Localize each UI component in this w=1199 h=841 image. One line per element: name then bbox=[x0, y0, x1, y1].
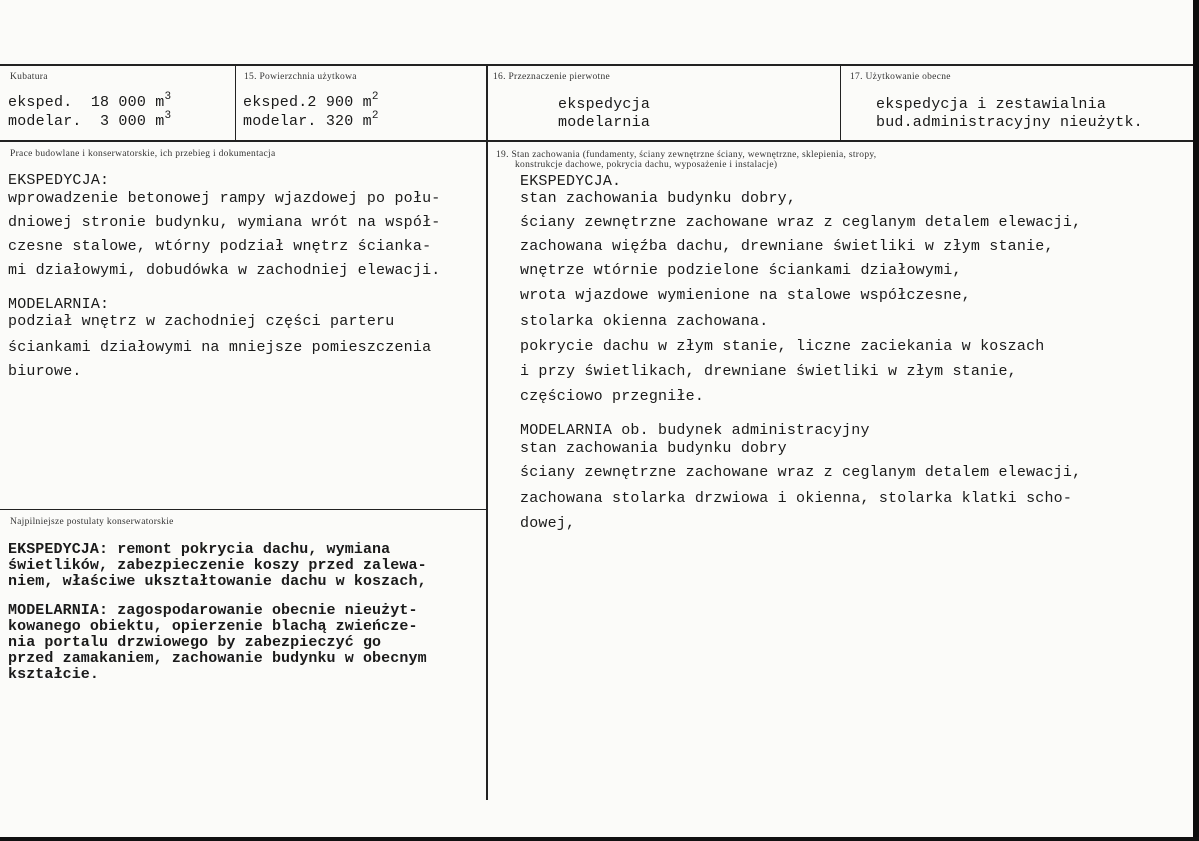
stan-line-14: dowej, bbox=[520, 515, 576, 532]
powierzchnia-line-1 bbox=[243, 91, 379, 111]
powierzchnia-value-2: modelar. 320 m bbox=[243, 113, 372, 130]
postulaty-line-3: MODELARNIA: zagospodarowanie obecnie nieużyt- bbox=[8, 602, 418, 619]
prace-line-8: biurowe. bbox=[8, 363, 82, 380]
przeznaczenie-label: 16. Przeznaczenie pierwotne bbox=[493, 72, 611, 82]
prace-line-6: podział wnętrz w zachodniej części parteru bbox=[8, 313, 395, 330]
przeznaczenie-line-1: ekspedycja bbox=[558, 96, 651, 113]
kubatura-line-1 bbox=[8, 91, 172, 111]
prace-label: Prace budowlane i konserwatorskie, ich przebieg i dokumentacja bbox=[10, 149, 276, 159]
stan-label-line-1: 19. Stan zachowania (fundamenty, ściany zewnętrzne ściany, wewnętrzne, sklepienia, stropy, bbox=[496, 150, 877, 160]
postulaty-line-2: niem, właściwe ukształtowanie dachu w koszach, bbox=[8, 573, 427, 590]
stan-line-12: ściany zewnętrzne zachowane wraz z ceglanym detalem elewacji, bbox=[520, 464, 1082, 481]
divider-col3 bbox=[840, 66, 841, 140]
prace-line-4: mi działowymi, dobudówka w zachodniej elewacji. bbox=[8, 262, 441, 279]
stan-line-3: zachowana więźba dachu, drewniane świetliki w złym stanie, bbox=[520, 238, 1054, 255]
powierzchnia-label: 15. Powierzchnia użytkowa bbox=[244, 72, 357, 82]
stan-line-11: stan zachowania budynku dobry bbox=[520, 440, 787, 457]
postulaty-label: Najpilniejsze postulaty konserwatorskie bbox=[10, 517, 174, 527]
kubatura-exponent-2: 3 bbox=[164, 110, 172, 122]
prace-line-0: EKSPEDYCJA: bbox=[8, 172, 110, 189]
kubatura-label: Kubatura bbox=[10, 72, 48, 82]
uzytkowanie-line-2: bud.administracyjny nieużytk. bbox=[876, 114, 1143, 131]
stan-line-10: MODELARNIA ob. budynek administracyjny bbox=[520, 422, 870, 439]
powierzchnia-line-2 bbox=[243, 110, 379, 130]
stan-line-9: częściowo przegniłe. bbox=[520, 388, 705, 405]
stan-line-1: stan zachowania budynku dobry, bbox=[520, 190, 797, 207]
postulaty-line-4: kowanego obiektu, opierzenie blachą zwieńcze- bbox=[8, 618, 418, 635]
header-bottom-rule bbox=[0, 140, 1193, 142]
stan-line-0: EKSPEDYCJA. bbox=[520, 173, 622, 190]
stan-line-6: stolarka okienna zachowana. bbox=[520, 313, 769, 330]
powierzchnia-exponent-1: 2 bbox=[371, 91, 379, 103]
postulaty-line-0: EKSPEDYCJA: remont pokrycia dachu, wymiana bbox=[8, 541, 391, 558]
postulaty-line-5: nia portalu drzwiowego by zabezpieczyć go bbox=[8, 634, 382, 651]
kubatura-exponent-1: 3 bbox=[164, 91, 172, 103]
divider-col1 bbox=[235, 66, 236, 140]
uzytkowanie-line-1: ekspedycja i zestawialnia bbox=[876, 96, 1107, 113]
powierzchnia-exponent-2: 2 bbox=[371, 110, 379, 122]
postulaty-line-6: przed zamakaniem, zachowanie budynku w obecnym bbox=[8, 650, 427, 667]
kubatura-line-2 bbox=[8, 110, 172, 130]
stan-line-5: wrota wjazdowe wymienione na stalowe współczesne, bbox=[520, 287, 971, 304]
stan-line-4: wnętrze wtórnie podzielone ściankami działowymi, bbox=[520, 262, 962, 279]
powierzchnia-value-1: eksped.2 900 m bbox=[243, 94, 372, 111]
postulaty-line-1: świetlików, zabezpieczenie koszy przed zalewa- bbox=[8, 557, 427, 574]
prace-line-7: ściankami działowymi na mniejsze pomieszczenia bbox=[8, 339, 432, 356]
postulaty-line-7: kształcie. bbox=[8, 666, 100, 683]
prace-line-3: czesne stalowe, wtórny podział wnętrz ścianka- bbox=[8, 238, 432, 255]
top-rule bbox=[0, 64, 1193, 66]
przeznaczenie-line-2: modelarnia bbox=[558, 114, 651, 131]
prace-line-1: wprowadzenie betonowej rampy wjazdowej po połu- bbox=[8, 190, 441, 207]
stan-line-8: i przy świetlikach, drewniane świetliki w złym stanie, bbox=[520, 363, 1017, 380]
stan-line-13: zachowana stolarka drzwiowa i okienna, stolarka klatki scho- bbox=[520, 490, 1073, 507]
stan-label-line-2: konstrukcje dachowe, pokrycia dachu, wyposażenie i instalacje) bbox=[515, 160, 778, 170]
kubatura-value-1: eksped. 18 000 m bbox=[8, 94, 165, 111]
left-section-rule bbox=[0, 509, 486, 510]
kubatura-value-2: modelar. 3 000 m bbox=[8, 113, 165, 130]
stan-line-2: ściany zewnętrzne zachowane wraz z ceglanym detalem elewacji, bbox=[520, 214, 1082, 231]
scan-edge-right bbox=[1193, 0, 1199, 841]
prace-line-5: MODELARNIA: bbox=[8, 296, 110, 313]
stan-line-7: pokrycie dachu w złym stanie, liczne zaciekania w koszach bbox=[520, 338, 1045, 355]
divider-col2 bbox=[486, 66, 488, 800]
prace-line-2: dniowej stronie budynku, wymiana wrót na współ- bbox=[8, 214, 441, 231]
scan-edge-bottom bbox=[0, 837, 1199, 841]
uzytkowanie-label: 17. Użytkowanie obecne bbox=[850, 72, 951, 82]
